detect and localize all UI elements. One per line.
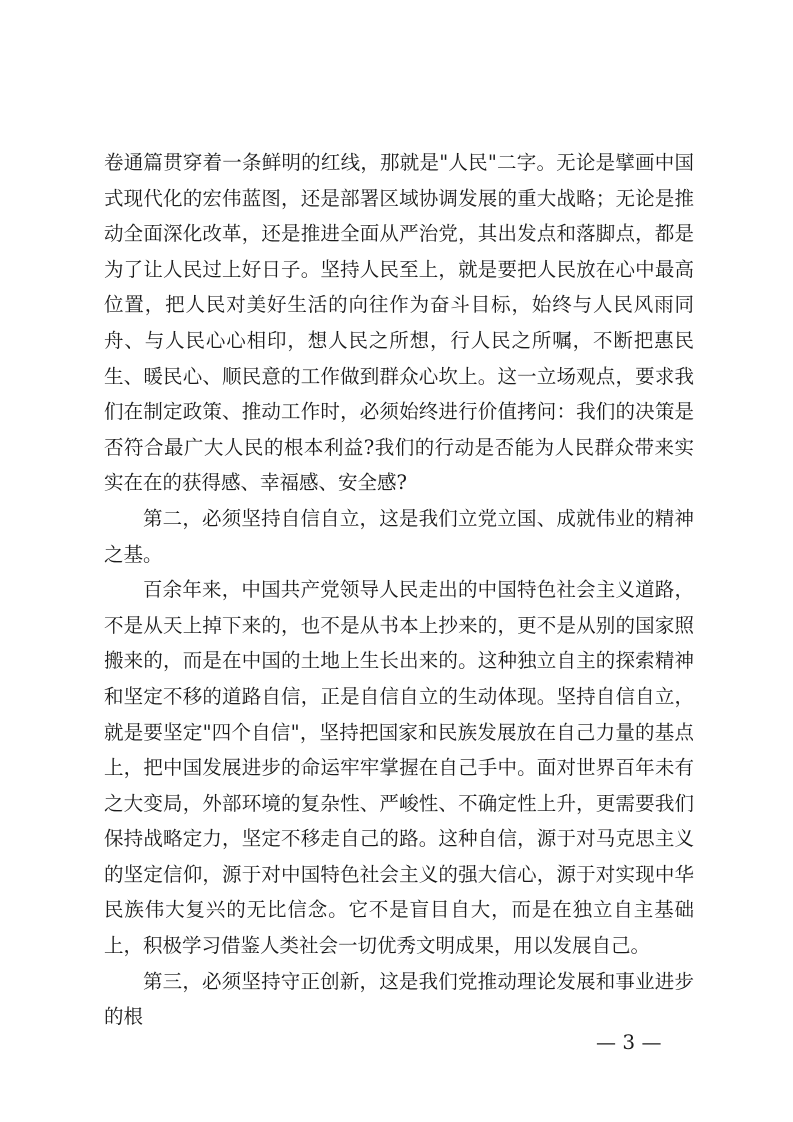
document-body [104, 145, 694, 1035]
paragraph-second-point-heading: 第二，必须坚持自信自立，这是我们立党立国、成就伟业的精神之基。 [104, 506, 694, 566]
page-number: — 3 — [596, 1030, 662, 1054]
paragraph-third-point-heading: 第三，必须坚持守正创新，这是我们党推动理论发展和事业进步的根 [104, 969, 694, 1029]
paragraph-people-first: 卷通篇贯穿着一条鲜明的红线，那就是"人民"二字。无论是擘画中国式现代化的宏伟蓝图，还是部署区域协调发展的重大战略；无论是推动全面深化改革，还是推进全面从严治党，其出发点和落脚点，都是为了让人民过上好日子。坚持人民至上，就是要把人民放在心中最高位置，把人民对美好生活的向往作为奋斗目标，始终与人民风雨同舟、与人民心心相印，想人民之所想，行人民之所嘱，不断把惠民生、暖民心、顺民意的工作做到群众心坎上。这一立场观点，要求我们在制定政策、推动工作时，必须始终进行价值拷问：我们的决策是否符合最广大人民的根本利益?我们的行动是否能为人民群众带来实实在在的获得感、幸福感、安全感? [104, 151, 694, 495]
paragraph-self-confidence: 百余年来，中国共产党领导人民走出的中国特色社会主义道路，不是从天上掉下来的，也不是从书本上抄来的，更不是从别的国家照搬来的，而是在中国的土地上生长出来的。这种独立自主的探索精神和坚定不移的道路自信，正是自信自立的生动体现。坚持自信自立，就是要坚定"四个自信"，坚持把国家和民族发展放在自己力量的基点上，把中国发展进步的命运牢牢掌握在自己手中。面对世界百年未有之大变局，外部环境的复杂性、严峻性、不确定性上升，更需要我们保持战略定力，坚定不移走自己的路。这种自信，源于对马克思主义的坚定信仰，源于对中国特色社会主义的强大信心，源于对实现中华民族伟大复兴的无比信念。它不是盲目自大，而是在独立自主基础上，积极学习借鉴人类社会一切优秀文明成果，用以发展自己。 [104, 578, 694, 958]
